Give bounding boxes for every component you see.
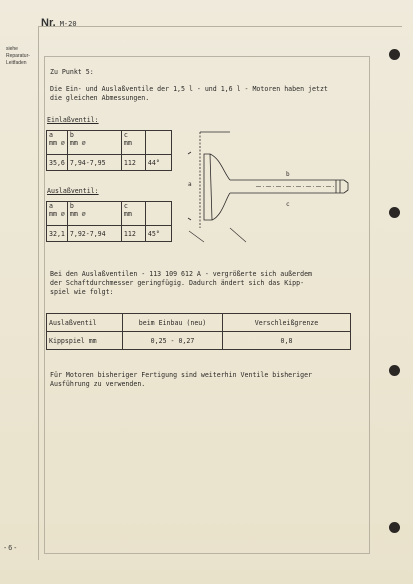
value-cell: 112 xyxy=(121,226,145,242)
auslass-header-row xyxy=(47,202,172,226)
intro-text: die gleichen Abmessungen. xyxy=(50,94,150,102)
auslass-title: Auslaßventil: xyxy=(47,187,99,195)
valve-diagram xyxy=(186,128,356,244)
punch-hole xyxy=(389,49,400,60)
clearance-value-row xyxy=(47,332,351,350)
note-text: spiel wie folgt: xyxy=(50,288,114,296)
section-title: Zu Punkt 5: xyxy=(50,68,94,76)
auslass-table xyxy=(46,201,172,242)
value-cell: 44° xyxy=(145,155,171,171)
einlass-title: Einlaßventil: xyxy=(47,116,99,124)
einlass-value-row xyxy=(47,155,172,171)
value-cell: 45° xyxy=(145,226,171,242)
header-cell: Verschleißgrenze xyxy=(223,314,351,332)
side-note-line: Leitfaden xyxy=(6,60,27,66)
clearance-header-row xyxy=(47,314,351,332)
header-cell: a mm ∅ xyxy=(47,202,68,226)
auslass-value-row xyxy=(47,226,172,242)
einlass-header-row xyxy=(47,131,172,155)
diagram-label-b: b xyxy=(286,171,290,178)
number-prefix: Nr. xyxy=(41,17,56,29)
margin-rule xyxy=(38,26,39,560)
value-cell: 0,8 xyxy=(223,332,351,350)
header-cell: beim Einbau (neu) xyxy=(123,314,223,332)
value-cell: 7,94-7,95 xyxy=(67,155,121,171)
header-cell: c mm xyxy=(121,202,145,226)
header-cell: b mm ∅ xyxy=(67,131,121,155)
punch-hole xyxy=(389,207,400,218)
row-label: Kippspiel mm xyxy=(47,332,123,350)
value-cell: 35,6 xyxy=(47,155,68,171)
header-rule xyxy=(38,26,402,27)
einlass-table xyxy=(46,130,172,171)
closing-text: Ausführung zu verwenden. xyxy=(50,380,146,388)
clearance-table xyxy=(46,313,351,350)
value-cell: 7,92-7,94 xyxy=(67,226,121,242)
value-cell: 112 xyxy=(121,155,145,171)
value-cell: 32,1 xyxy=(47,226,68,242)
header-cell: c mm xyxy=(121,131,145,155)
header-cell: a mm ∅ xyxy=(47,131,68,155)
side-note-line: siehe xyxy=(6,46,18,52)
number-value: M-20 xyxy=(59,20,77,28)
header-cell xyxy=(145,202,171,226)
closing-text: Für Motoren bisheriger Fertigung sind weiterhin Ventile bisheriger xyxy=(50,371,313,379)
note-text: der Schaftdurchmesser geringfügig. Dadurch ändert sich das Kipp- xyxy=(50,279,305,287)
side-note xyxy=(6,46,36,67)
page-number: - 6 - xyxy=(4,545,17,552)
punch-hole xyxy=(389,365,400,376)
header-cell: b mm ∅ xyxy=(67,202,121,226)
side-note-line: Reparatur- xyxy=(6,53,30,59)
header-cell: Auslaßventil xyxy=(47,314,123,332)
diagram-label-c: c xyxy=(286,201,290,208)
header-cell xyxy=(145,131,171,155)
diagram-label-a: a xyxy=(188,181,192,188)
intro-text: Die Ein- und Auslaßventile der 1,5 l - und 1,6 l - Motoren haben jetzt xyxy=(50,85,328,93)
document-number xyxy=(41,17,77,29)
value-cell: 0,25 - 0,27 xyxy=(123,332,223,350)
punch-hole xyxy=(389,522,400,533)
note-text: Bei den Auslaßventilen - 113 109 612 A - vergrößerte sich außerdem xyxy=(50,270,313,278)
